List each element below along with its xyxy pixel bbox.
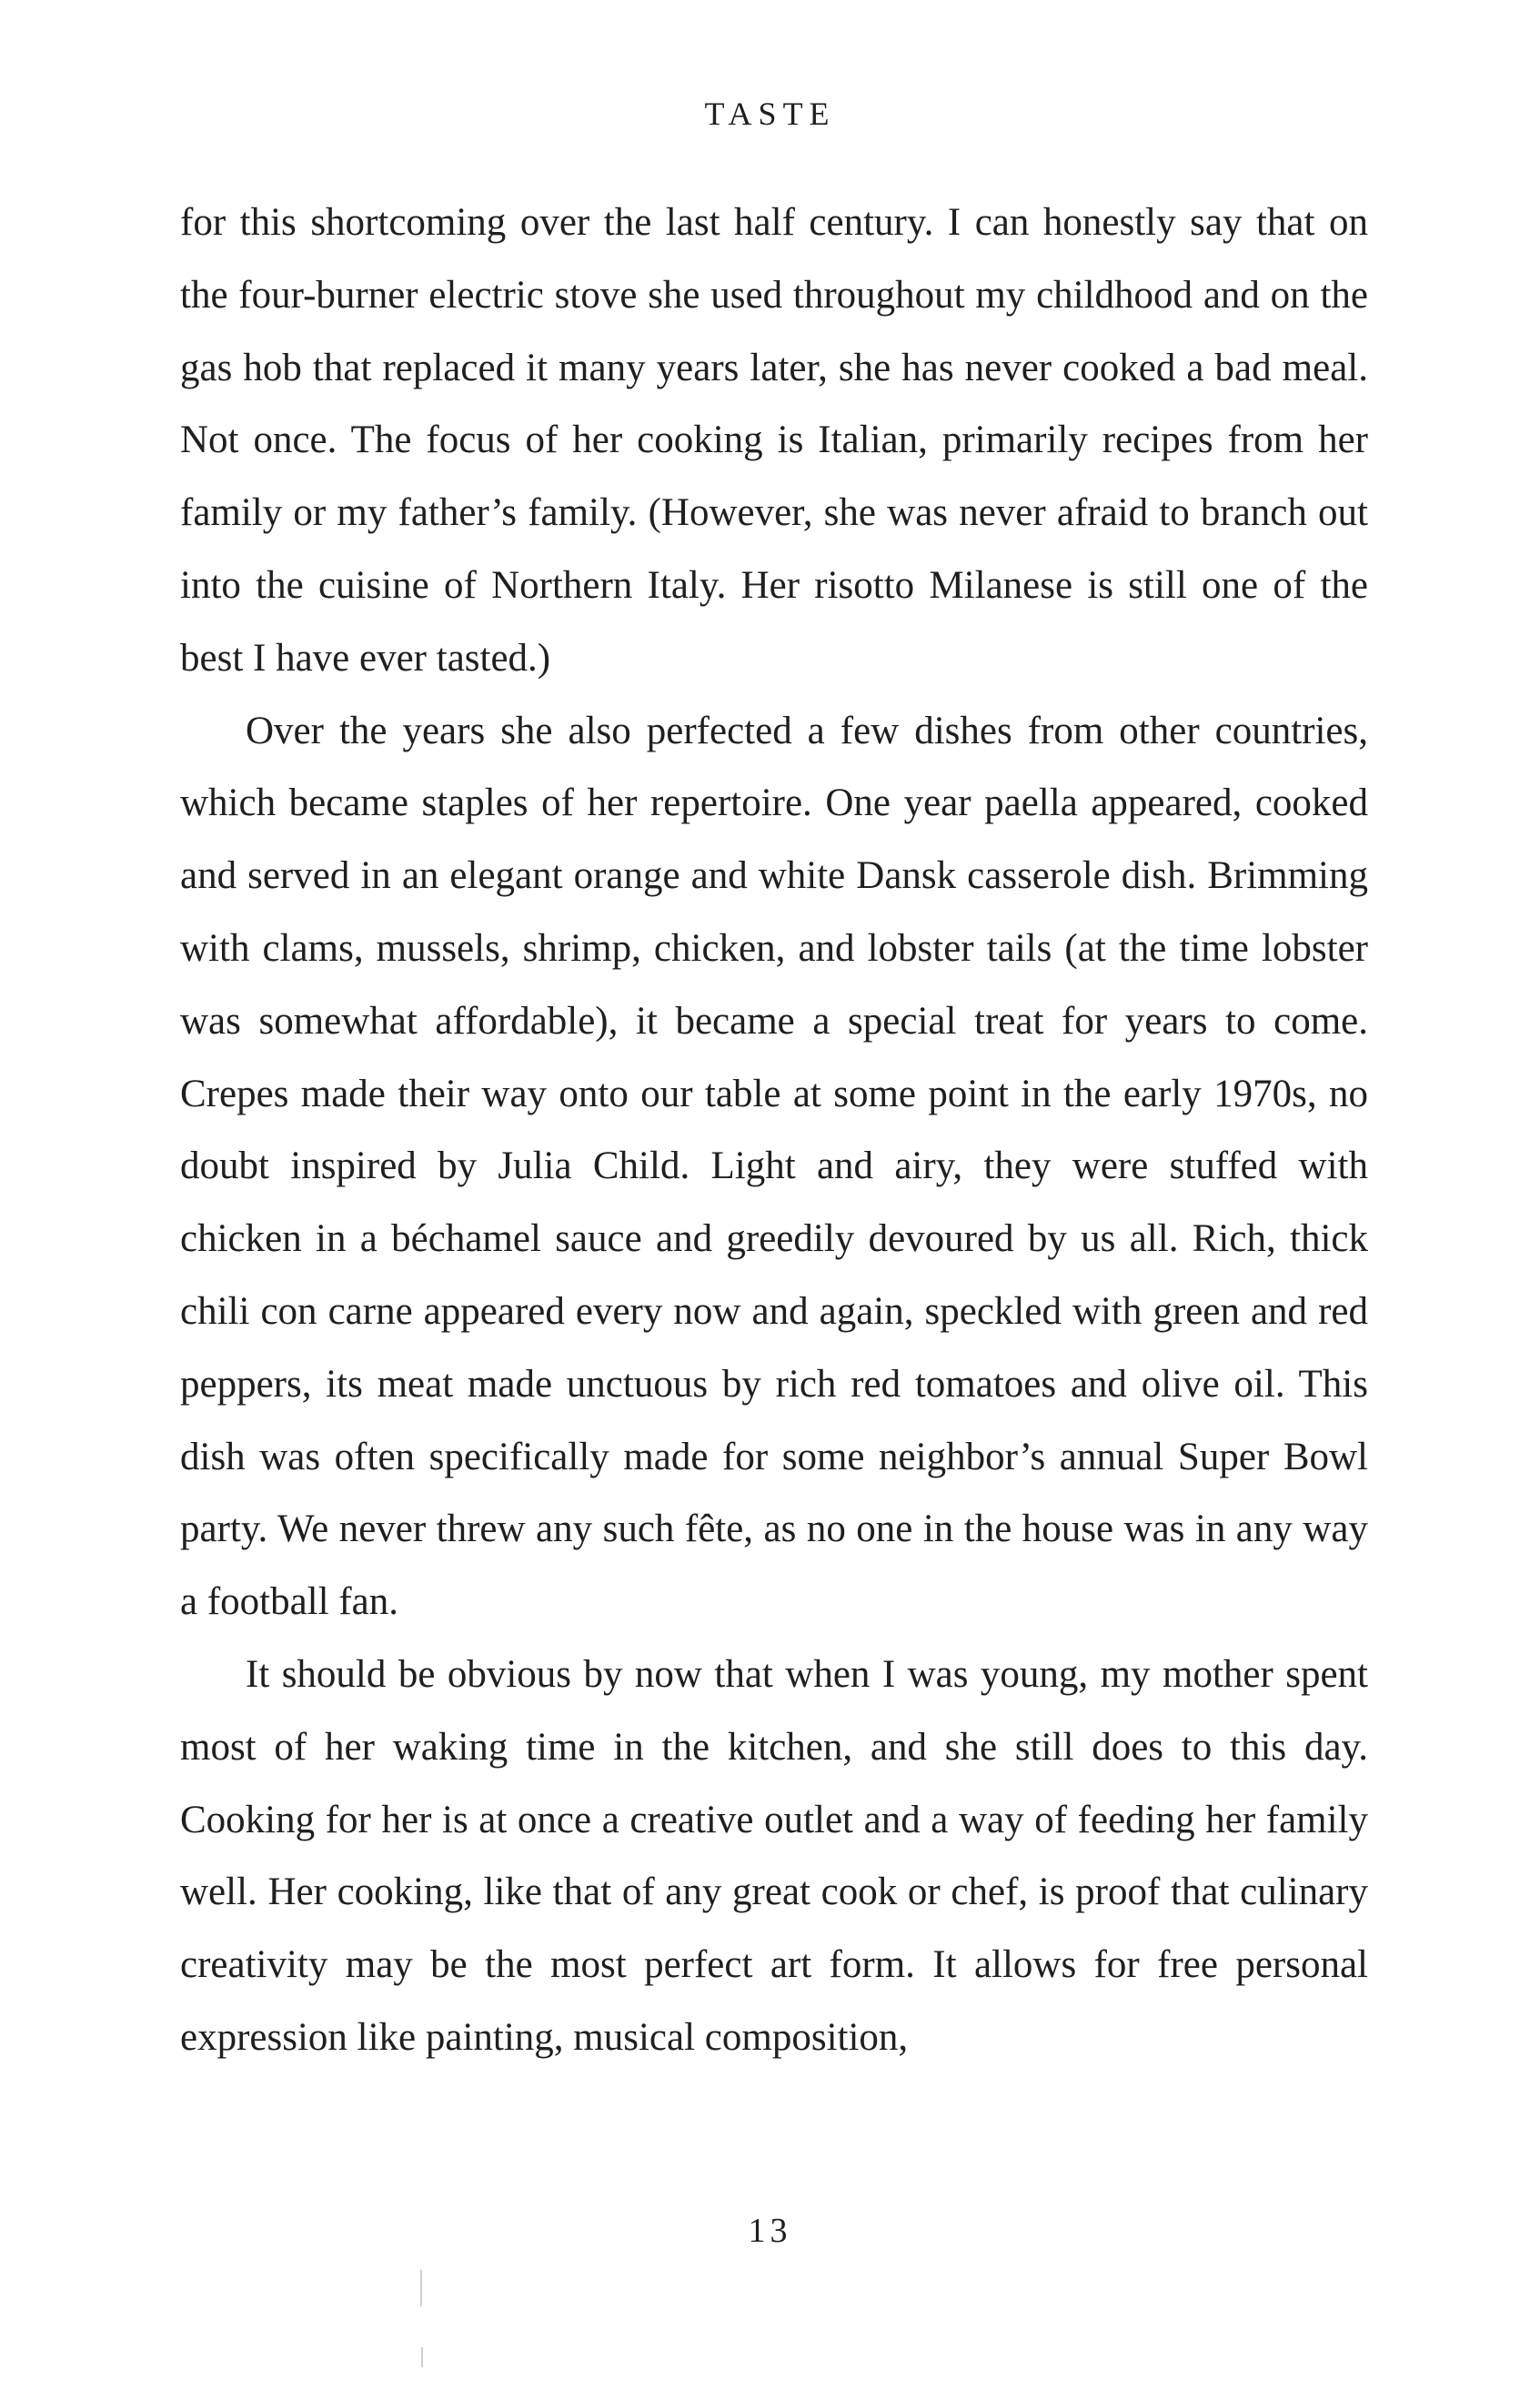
scan-artifact: [420, 2270, 422, 2306]
page-number: 13: [748, 2212, 792, 2250]
paragraph: Over the years she also perfected a few dishes from other countries, which became staples of her repertoire. One year paella appeared, cooked and served in an elegant orange and white Dansk casserole dish. Brimming with clams, mussels, shrimp, chicken, and lobster tails (at the time lobster was somewhat affordable), it became a special treat for years to come. Crepes made their way onto our table at some point in the early 1970s, no doubt inspired by Julia Child. Light and airy, they were stuffed with chicken in a béchamel sauce and greedily devoured by us all. Rich, thick chili con carne appeared every now and again, speckled with green and red peppers, its meat made unctuous by rich red tomatoes and olive oil. This dish was often specifically made for some neighbor’s annual Super Bowl party. We never threw any such fête, as no one in the house was in any way a football fan.: [180, 709, 1368, 1624]
scan-artifact: [421, 2347, 423, 2367]
running-head: TASTE: [704, 96, 836, 132]
body-text: [180, 187, 1368, 2074]
paragraph-continued: for this shortcoming over the last half century. I can honestly say that on the four-burner electric stove she used throughout my childhood and on the gas hob that replaced it many years later, she has never cooked a bad meal. Not once. The focus of her cooking is Italian, primarily recipes from her family or my father’s family. (However, she was never afraid to branch out into the cuisine of Northern Italy. Her risotto Milanese is still one of the best I have ever tasted.): [180, 201, 1368, 680]
paragraph: It should be obvious by now that when I was young, my mother spent most of her waking time in the kitchen, and she still does to this day. Cooking for her is at once a creative outlet and a way of feeding her family well. Her cooking, like that of any great cook or chef, is proof that culinary creativity may be the most perfect art form. It allows for free personal expression like painting, musical composition,: [180, 1652, 1368, 2059]
